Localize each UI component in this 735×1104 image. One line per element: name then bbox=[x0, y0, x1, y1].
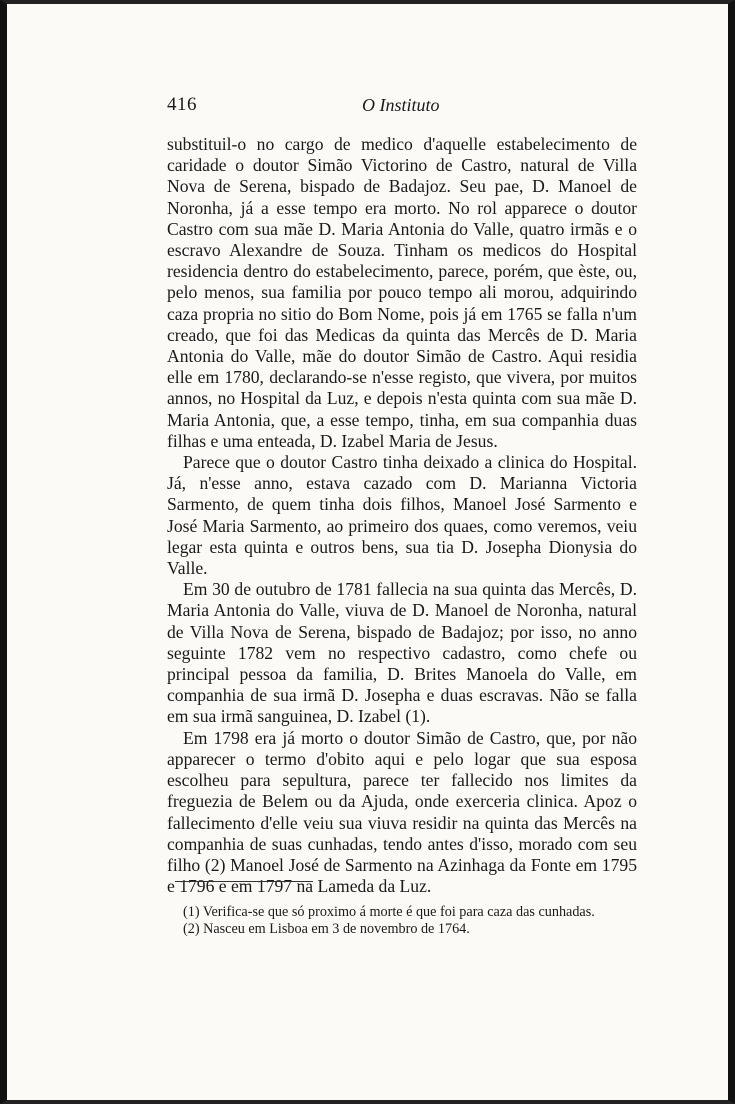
page-number: 416 bbox=[167, 94, 197, 115]
paragraph-2: Parece que o doutor Castro tinha deixado a clinica do Hospital. Já, n'esse anno, estava cazado com D. Marianna Victoria Sarmento, de quem tinha dois filhos, Manoel José Sarmento e José Maria Sarmento, ao primeiro dos quaes, como veremos, veiu legar esta quinta e outros bens, sua tia D. Josepha Dionysia do Valle. bbox=[167, 452, 637, 579]
footnote-divider bbox=[175, 881, 313, 882]
page-header bbox=[167, 94, 637, 120]
body-text bbox=[167, 134, 637, 897]
footnotes bbox=[169, 904, 637, 938]
paragraph-4: Em 1798 era já morto o doutor Simão de Castro, que, por não apparecer o termo d'obito aqui e pelo logar que sua esposa escolheu para sepultura, parece ter fallecido nos limites da freguezia de Belem ou da Ajuda, onde exerceria clinica. Apoz o fallecimento d'elle veiu sua viuva residir na quinta das Mercês na companhia de suas cunhadas, tendo antes d'isso, morado com seu filho (2) Manoel José de Sarmento na Azinhaga da Fonte em 1795 e 1796 e em 1797 na Lameda da Luz. bbox=[167, 727, 637, 897]
paragraph-3: Em 30 de outubro de 1781 fallecia na sua quinta das Mercês, D. Maria Antonia do Valle, viuva de D. Manoel de Noronha, natural de Villa Nova de Serena, bispado de Badajoz; por isso, no anno seguinte 1782 vem no respectivo cadastro, como chefe ou principal pessoa da familia, D. Brites Manoela do Valle, em companhia de sua irmã D. Josepha e duas escravas. Não se falla em sua irmã sanguinea, D. Izabel (1). bbox=[167, 579, 637, 727]
running-title: O Instituto bbox=[362, 95, 440, 115]
footnote-2: (2) Nasceu em Lisboa em 3 de novembro de 1764. bbox=[183, 921, 470, 937]
paragraph-1: substituil-o no cargo de medico d'aquelle estabelecimento de caridade o doutor Simão Victorino de Castro, natural de Villa Nova de Serena, bispado de Badajoz. Seu pae, D. Manoel de Noronha, já a esse tempo era morto. No rol apparece o doutor Castro com sua mãe D. Maria Antonia do Valle, quatro irmãs e o escravo Alexandre de Souza. Tinham os medicos do Hospital residencia dentro do estabelecimento, parece, porém, que èste, ou, pelo menos, sua familia por pouco tempo ali morou, adquirindo caza propria no sitio do Bom Nome, pois já em 1765 se falla n'um creado, que foi das Medicas da quinta das Mercês de D. Maria Antonia do Valle, mãe do doutor Simão de Castro. Aqui residia elle em 1780, declarando-se n'esse registo, que vivera, por muitos annos, no Hospital da Luz, e depois n'esta quinta com sua mãe D. Maria Antonia, que, a esse tempo, tinha, em sua companhia duas filhas e uma enteada, D. Izabel Maria de Jesus. bbox=[167, 134, 637, 451]
footnote-1: (1) Verifica-se que só proximo á morte é que foi para caza das cunhadas. bbox=[183, 904, 595, 920]
